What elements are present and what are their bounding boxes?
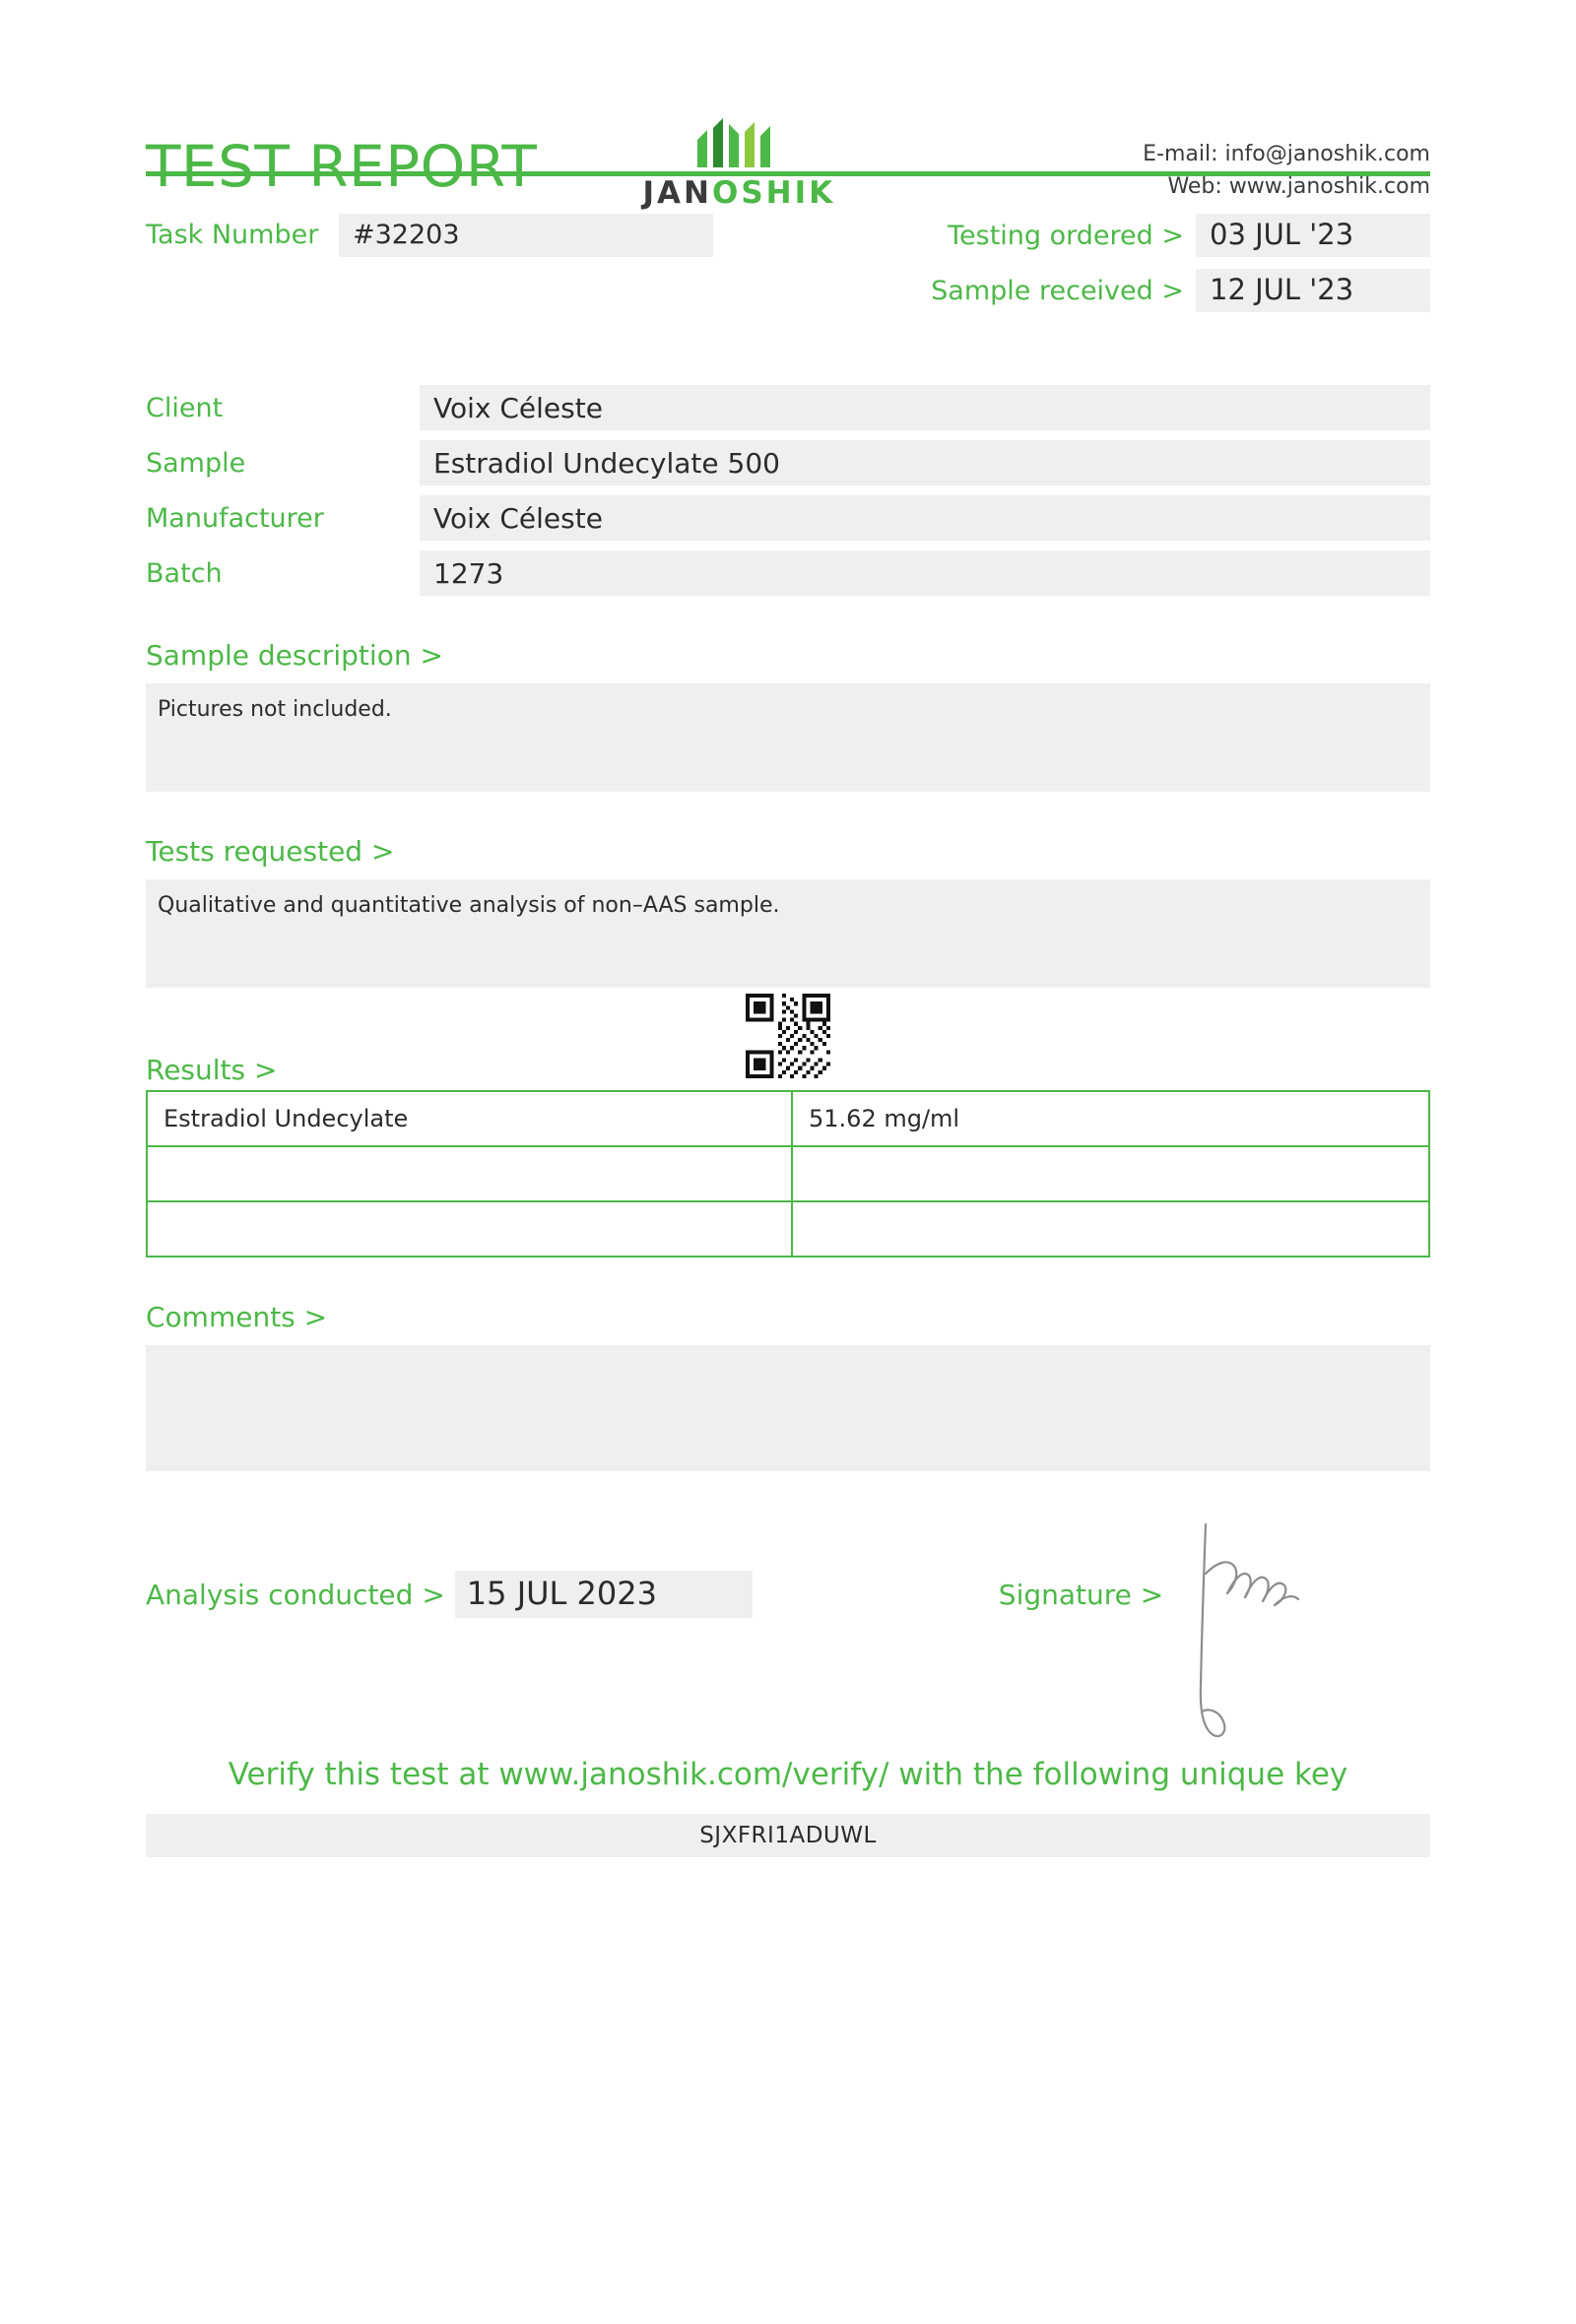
results-header: [146, 1027, 1430, 1086]
sample-description-box: Pictures not included.: [146, 683, 1430, 792]
mountain-logo-icon: [690, 114, 788, 169]
tests-requested-box: Qualitative and quantitative analysis of non–AAS sample.: [146, 879, 1430, 988]
qr-code-icon: [737, 994, 839, 1078]
signature-label: Signature >: [998, 1578, 1164, 1611]
result-name: [147, 1201, 792, 1257]
result-value: [792, 1146, 1429, 1201]
contact-web: Web: www.janoshik.com: [1167, 174, 1430, 199]
analysis-row: [146, 1560, 1430, 1629]
result-name: Estradiol Undecylate: [147, 1091, 792, 1146]
table-row: [147, 1146, 1429, 1201]
verify-text: Verify this test at www.janoshik.com/verify/ with the following unique key: [228, 1757, 1348, 1792]
page-title: TEST REPORT: [146, 133, 538, 200]
signature-image: [1184, 1518, 1312, 1745]
logo-wordmark-dark: JAN: [642, 175, 712, 211]
tests-requested-title: Tests requested >: [146, 835, 395, 868]
sample-label: Sample: [146, 447, 246, 479]
info-row-client: [146, 385, 1430, 430]
manufacturer-label: Manufacturer: [146, 502, 324, 534]
testing-ordered-value: 03 JUL '23: [1196, 214, 1430, 257]
info-row-sample: [146, 440, 1430, 485]
task-row: [146, 214, 1430, 312]
info-row-batch: [146, 550, 1430, 596]
results-table: [146, 1090, 1430, 1258]
sample-received-label: Sample received >: [931, 275, 1184, 306]
client-label: Client: [146, 392, 224, 423]
analysis-conducted-date: 15 JUL 2023: [455, 1571, 753, 1618]
unique-key-box: SJXFRI1ADUWL: [146, 1814, 1430, 1857]
task-number-label: Task Number: [146, 220, 319, 250]
contact-email: E-mail: info@janoshik.com: [1143, 142, 1430, 166]
result-value: [792, 1201, 1429, 1257]
manufacturer-value: Voix Céleste: [420, 495, 1430, 541]
sample-info-block: [146, 385, 1430, 596]
testing-ordered-label: Testing ordered >: [948, 220, 1184, 251]
task-number-value: #32203: [339, 214, 713, 257]
comments-title: Comments >: [146, 1301, 328, 1333]
batch-value: 1273: [420, 550, 1430, 596]
report-header: [146, 0, 1430, 211]
sample-received-value: 12 JUL '23: [1196, 269, 1430, 312]
info-row-manufacturer: [146, 495, 1430, 541]
logo-wordmark-green: OSHIK: [711, 175, 836, 211]
table-row: [147, 1201, 1429, 1257]
date-group: [931, 214, 1430, 312]
batch-label: Batch: [146, 557, 223, 589]
result-value: 51.62 mg/ml: [792, 1091, 1429, 1146]
comments-box: [146, 1345, 1430, 1471]
results-title: Results >: [146, 1054, 278, 1086]
sample-received-row: [931, 269, 1430, 312]
contact-info: [1143, 138, 1430, 203]
sample-description-title: Sample description >: [146, 639, 443, 672]
table-row: [147, 1091, 1429, 1146]
result-name: [147, 1146, 792, 1201]
logo-wordmark: [643, 175, 836, 211]
analysis-conducted-label: Analysis conducted >: [146, 1578, 445, 1611]
sample-value: Estradiol Undecylate 500: [420, 440, 1430, 485]
testing-ordered-row: [931, 214, 1430, 257]
client-value: Voix Céleste: [420, 385, 1430, 430]
janoshik-logo: [625, 114, 852, 211]
